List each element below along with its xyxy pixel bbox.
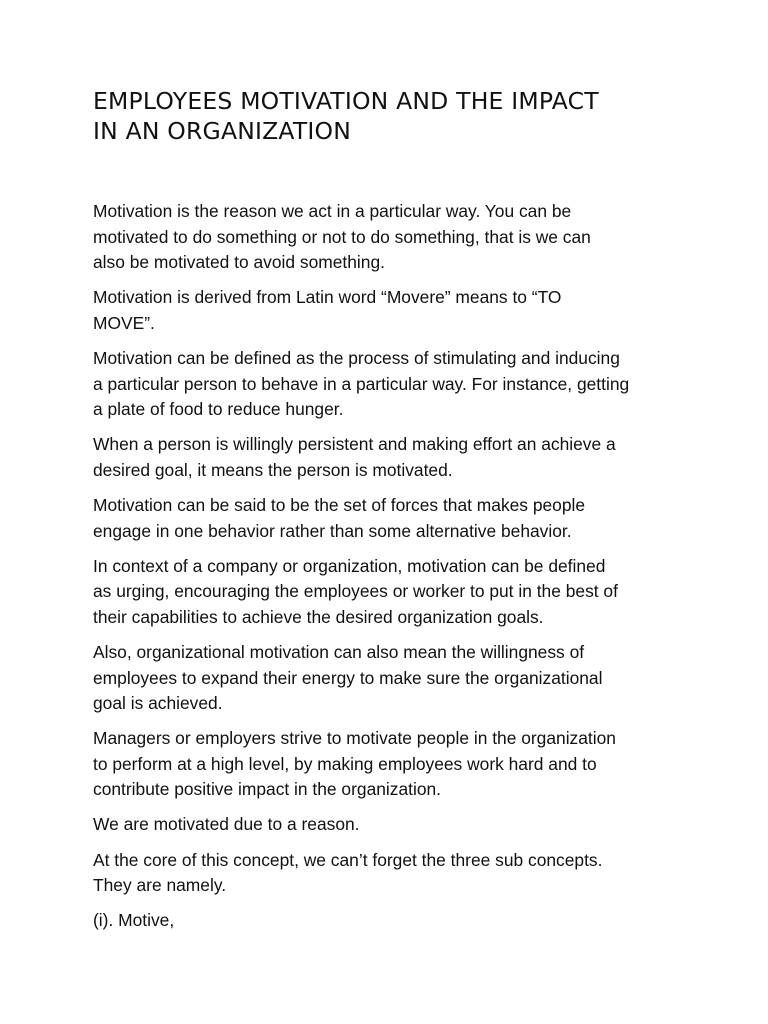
text-line: goal is achieved. xyxy=(93,693,223,714)
text-line: (i). Motive, xyxy=(93,910,175,931)
text-line: Motivation is the reason we act in a particular way. You can be xyxy=(93,201,572,221)
paragraph xyxy=(93,726,683,803)
paragraph xyxy=(93,285,683,336)
paragraph xyxy=(93,554,683,631)
text-line: At the core of this concept, we can’t forget the three sub concepts. xyxy=(93,849,603,870)
document-title xyxy=(93,86,683,146)
text-line: desired goal, it means the person is motivated. xyxy=(93,459,453,480)
text-line: MOVE”. xyxy=(93,312,155,333)
text-line: as urging, encouraging the employees or worker to put in the best of xyxy=(93,581,618,602)
text-line: Also, organizational motivation can also mean the willingness of xyxy=(93,641,585,662)
text-line: a plate of food to reduce hunger. xyxy=(93,399,344,420)
text-line: engage in one behavior rather than some alternative behavior. xyxy=(93,520,572,541)
text-line: contribute positive impact in the organization. xyxy=(93,779,442,800)
paragraph xyxy=(93,848,683,899)
text-line: Managers or employers strive to motivate people in the organization xyxy=(93,728,616,749)
paragraph xyxy=(93,493,683,544)
text-line: their capabilities to achieve the desired organization goals. xyxy=(93,606,544,627)
document-body xyxy=(93,199,683,943)
text-line: employees to expand their energy to make sure the organizational xyxy=(93,667,603,688)
text-line: to perform at a high level, by making employees work hard and to xyxy=(93,753,597,774)
text-line: a particular person to behave in a particular way. For instance, getting xyxy=(93,373,630,394)
paragraph xyxy=(93,812,683,838)
text-line: When a person is willingly persistent and making effort an achieve a xyxy=(93,434,616,455)
text-line: They are namely. xyxy=(93,875,227,896)
title-line: IN AN ORGANIZATION xyxy=(93,117,352,145)
text-line: We are motivated due to a reason. xyxy=(93,814,360,835)
text-line: Motivation can be said to be the set of forces that makes people xyxy=(93,494,586,515)
text-line: motivated to do something or not to do something, that is we can xyxy=(93,226,591,247)
list-item xyxy=(93,908,683,934)
text-line: also be motivated to avoid something. xyxy=(93,252,385,273)
paragraph xyxy=(93,432,683,483)
text-line: Motivation is derived from Latin word “Movere” means to “TO xyxy=(93,287,562,308)
paragraph xyxy=(93,199,683,276)
paragraph xyxy=(93,346,683,423)
text-line: In context of a company or organization, motivation can be defined xyxy=(93,555,606,576)
text-line: Motivation can be defined as the process of stimulating and inducing xyxy=(93,347,620,368)
title-line: EMPLOYEES MOTIVATION AND THE IMPACT xyxy=(93,87,599,115)
paragraph xyxy=(93,640,683,717)
